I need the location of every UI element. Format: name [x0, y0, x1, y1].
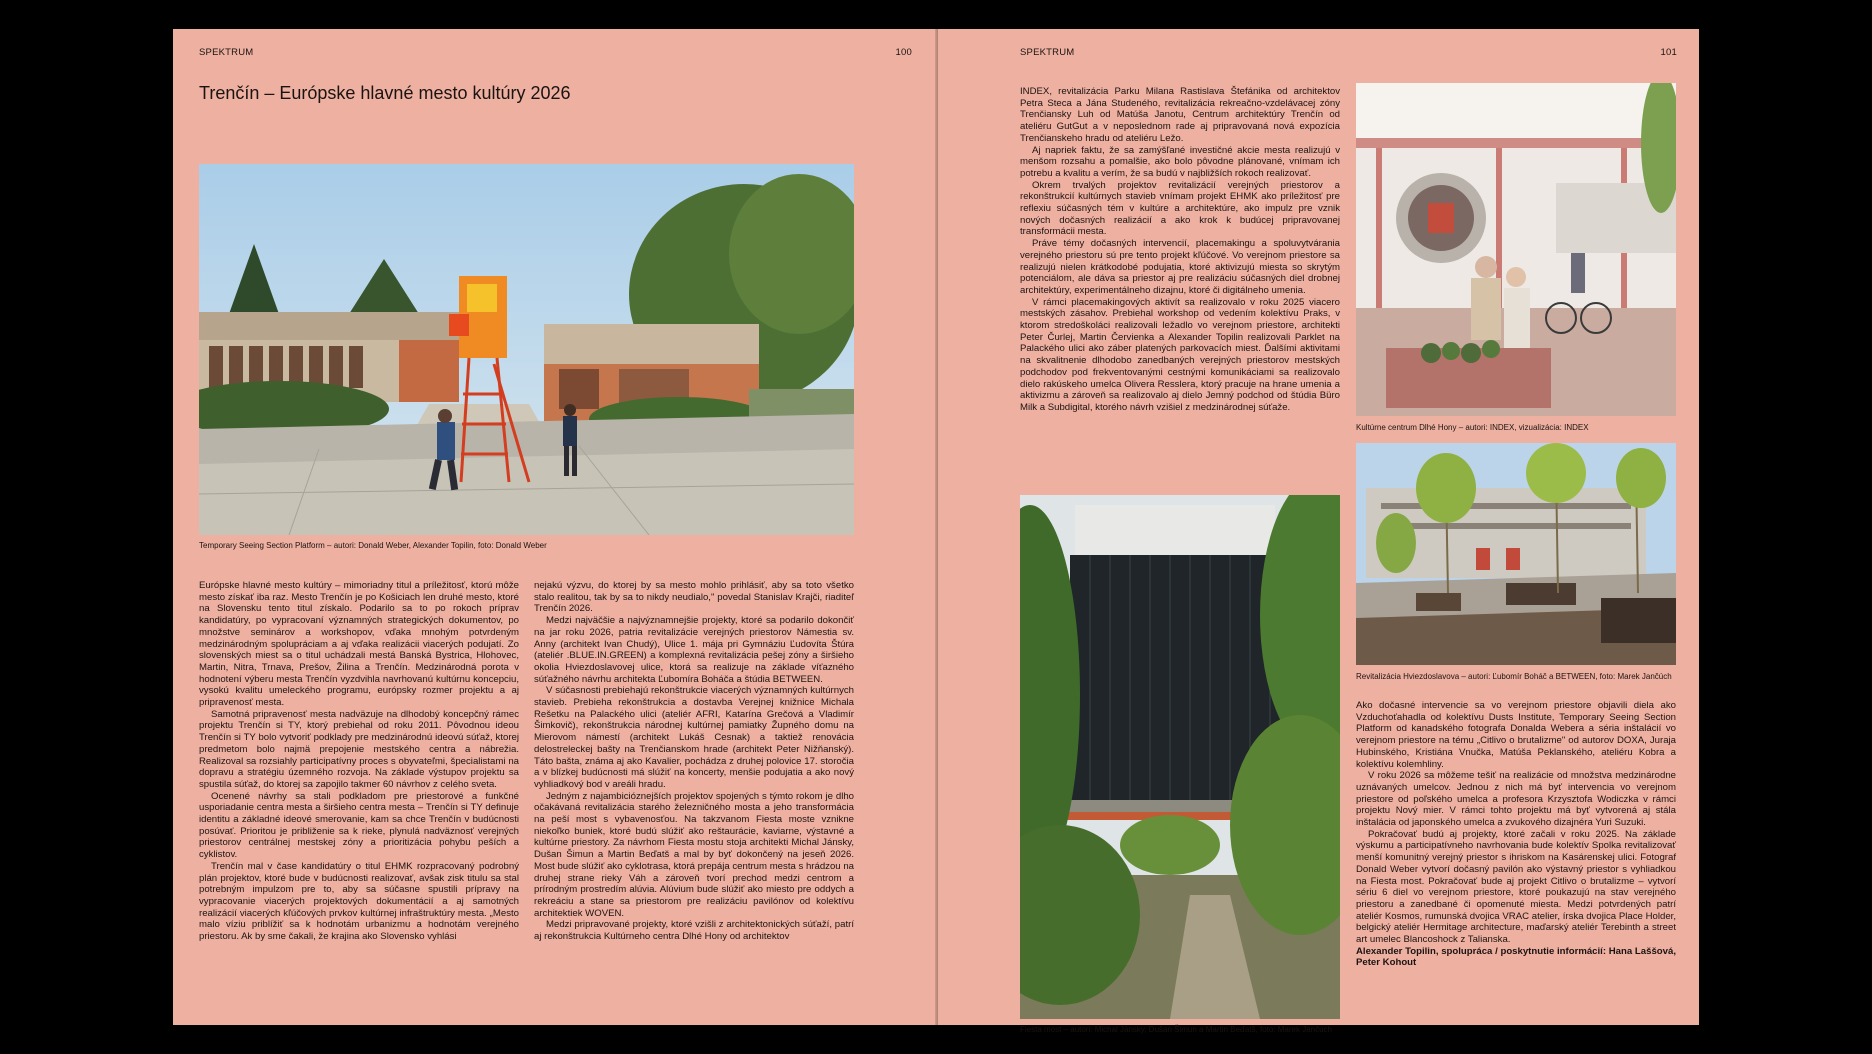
left-column-2 [534, 580, 854, 943]
paragraph: V roku 2026 sa môžeme tešiť na realizácie od množstva medzinárodne uznávaných umelcov. Jednou z nich má byť intervencia vo verejnom priestore od poľského umelca a profesora Krzysztofa Wodiczka v rámci projektu Nový mier. V rámci tohto projektu má byť vytvorená aj stála inštalácia od japonského umelca a zvukového dizajnéra Yuri Suzuki. [1356, 770, 1676, 829]
photo-temporary-seeing-platform [199, 164, 854, 535]
paragraph: Medzi pripravované projekty, ktoré vzišli z architektonických súťaží, patrí aj rekonštrukcia Kultúrneho centra Dlhé Hony od architektov [534, 919, 854, 943]
paragraph: Aj napriek faktu, že sa zamýšľané investičné akcie mesta realizujú v menšom rozsahu a pomalšie, ako bolo pôvodne plánované, vnímam ich potrebu a kvalitu a verím, že sa budú v najbližších rokoch realizovať. [1020, 144, 1340, 179]
paragraph: V rámci placemakingových aktivít sa realizovalo v roku 2025 viacero mestských zásahov. Prebiehal workshop od vedením kolektívu Praks, v ktorom stredoškoláci realizovali ležadlo vo verejnom priestore, architekti Peter Čurlej, Martin Červienka a Alexander Topilin realizovali Parklet na Palackého ulici ako záber platených parkovacích miest. Ďalšími aktivitami na skvalitnenie dlhodobo zanedbaných verejných priestorov mestských podchodov pod frekventovanými cestnými komunikáciami sa realizovalo dielo rakúskeho umelca Olivera Resslera, ktorý pracuje na hrane umenia a aktivizmu a zároveň sa realizovalo aj dielo Jemný podchod od štúdia Büro Milk a Subdigital, ktorého návrh vzišiel z medzinárodnej súťaže. [1020, 296, 1340, 413]
paragraph: Trenčín mal v čase kandidatúry o titul EHMK rozpracovaný podrobný plán projektov, ktoré bude v budúcnosti realizovať, avšak zisk titulu sa stal potrebným impulzom pre to, aby sa súčasne spustili prípravy na vypracovanie viacerých projektových dokumentácií a aj samotných realizácií viacerých kľúčových prvkov kultúrnej infraštruktúry mesta. „Mesto malo víziu priblížiť sa k hodnotám urbanizmu a hodnotám verejného priestoru. Ak by sme čakali, že krajina ako Slovensko vyhlási [199, 860, 519, 943]
paragraph: Okrem trvalých projektov revitalizácií verejných priestorov a rekonštrukcií kultúrnych stavieb vnímam projekt EHMK ako príležitosť pre reflexiu súčasných tém v kultúre a architektúre, ako impulz pre vznik nových dočasných realizácií a ako krok k budúcej pripravovanej transformácii mesta. [1020, 179, 1340, 238]
paragraph: Pokračovať budú aj projekty, ktoré začali v roku 2025. Na základe výskumu a participatívneho navrhovania bude kolektív Spolka revitalizovať menší komunitný verejný priestor s ihriskom na Kasárenskej ulici. Fotograf Donald Weber vytvorí dočasný pavilón ako výstavný priestor s vyhliadkou na Fiesta most. Pokračovať bude aj projekt Citlivo o brutalizme – vytvorí sériu 6 diel vo verejnom priestore, ktoré poukazujú na stav verejného priestoru a zanedbané či opomenuté miesta. Medzi potvrdených patrí ateliér Kosmos, rumunská dvojica VRAC atelier, írska dvojica Place Holder, belgický ateliér Hermitage architecture, maďarský ateliér Terebinth a street art umelec Blancoshock z Talianska. [1356, 828, 1676, 946]
paragraph: Európske hlavné mesto kultúry – mimoriadny titul a príležitosť, ktorú môže mesto získať iba raz. Mesto Trenčín je po Košiciach len druhé mesto, ktoré na Slovensku tento titul získalo. Podarilo sa to po rokoch príprav kandidatúry, po vypracovaní významných strategických dokumentov, po množstve seminárov a workshopov, vďaka mnohým potvrdeným medzinárodným spolupráciam a aj vďaka realizácii viacerých podujatí. Zo slovenských miest sa o titul uchádzali mestá Banská Bystrica, Hlohovec, Martin, Nitra, Trnava, Prešov, Žilina a Trenčín. Medzinárodná porota v hodnotení výberu mesta Trenčín vyzdvihla navrhovanú kultúrnu koncepciu, vysokú kvalitu umeleckého programu, európsky rozmer projektu a aj pripravenosť mesta. [199, 580, 519, 709]
right-column-2 [1356, 700, 1676, 969]
left-page [173, 29, 938, 1025]
section-header-left: SPEKTRUM [199, 47, 254, 58]
photo-caption-left: Temporary Seeing Section Platform – autori: Donald Weber, Alexander Topilin, foto: Donald Weber [199, 541, 547, 550]
page-number-right: 101 [1660, 47, 1677, 58]
paragraph: Ocenené návrhy sa stali podkladom pre priestorové a funkčné usporiadanie centra mesta a širšieho centra mesta – Trenčín si TY definuje identitu a základné ideové smerovanie, kam sa chce Trenčín v budúcnosti posúvať. Prioritou je približenie sa k rieke, plynulá nadväznosť verejných priestorov centrálnej mestskej zóny a prioritizácia pohybu peších a cyklistov. [199, 790, 519, 861]
paragraph: Samotná pripravenosť mesta nadväzuje na dlhodobý koncepčný rámec projektu Trenčín si TY, ktorý prebiehal od roku 2011. Pôvodnou ideou Trenčín si TY bolo vytvoriť podklady pre medzinárodnú ideovú súťaž, ktorej predmetom bolo najmä prepojenie mestského centra a nábrežia. Realizoval sa rozsiahly participatívny proces s obyvateľmi, špecialistami na dopravu a stratégiu územného rozvoja. Na základe výstupov projektu sa spustila súťaž, do ktorej sa zapojilo takmer 60 návrhov z celého sveta. [199, 708, 519, 790]
photo-hviezdoslavova [1356, 443, 1676, 665]
paragraph: Medzi najväčšie a najvýznamnejšie projekty, ktoré sa podarilo dokončiť na jar roku 2026, patria revitalizácie verejných priestorov Námestia sv. Anny (architekt Ivan Chudý), Ulice 1. mája pri Gymnáziu Ľudovíta Štúra (ateliér .BLUE.IN.GREEN) a komplexná revitalizácia pešej zóny a širšieho okolia Hviezdoslavovej ulice, ktorá sa realizuje na základe víťazného súťažného návrhu architekta Ľubomíra Boháča a štúdia BETWEEN. [534, 615, 854, 685]
right-column-1 [1020, 86, 1340, 414]
caption-hviezdoslavova: Revitalizácia Hviezdoslavova – autori: Ľubomír Boháč a BETWEEN, foto: Marek Jančúch [1356, 672, 1672, 681]
paragraph: nejakú výzvu, do ktorej by sa mesto mohlo prihlásiť, aby sa toto všetko stalo realitou, tak by sa to nikdy neudialo," povedal Stanislav Krajči, riaditeľ Trenčín 2026. [534, 580, 854, 615]
author-credit: Alexander Topilin, spolupráca / poskytnutie informácií: Hana Laššová, Peter Kohout [1356, 945, 1676, 969]
caption-fiesta-most: Fiesta most – autori: Michal Jánsky, Dušan Šimun a Martin Beďatš, foto: Marek Jančúch [1020, 1025, 1333, 1034]
left-column-1 [199, 580, 519, 943]
paragraph: V súčasnosti prebiehajú rekonštrukcie viacerých významných kultúrnych stavieb. Prebieha rekonštrukcia a dostavba Verejnej knižnice Michala Rešetku na Palackého ulici (ateliér AFRI, Katarína Grečová a Vladimír Šimkovič), rekonštrukcia národnej kultúrnej pamiatky Župného domu na Mierovom námestí (architekt Lukáš Cesnak) a taktiež renovácia delostreleckej bašty na Trenčianskom hrade (architekt Peter Nižňanský). Táto bašta, známa aj ako Kavalier, pochádza z druhej polovice 17. storočia a v blízkej budúcnosti má slúžiť na koncerty, menšie podujatia a ako nový vyhliadkový bod v areáli hradu. [534, 685, 854, 790]
page-number-left: 100 [895, 47, 912, 58]
photo-fiesta-most [1020, 495, 1340, 1019]
paragraph: Práve témy dočasných intervencií, placemakingu a spoluvytvárania verejného priestoru sú pre tento projekt kľúčové. Vo verejnom priestore sa realizujú nielen krátkodobé podujatia, ktoré aktivizujú miesta so skrytým potenciálom, ale dáva sa priestor aj pre realizáciu súčasných diel drobnej architektúry, experimentálneho dizajnu, ktoré či digitálneho umenia. [1020, 238, 1340, 296]
photo-dlhe-hony [1356, 83, 1676, 416]
caption-dlhe-hony: Kultúrne centrum Dlhé Hony – autori: INDEX, vizualizácia: INDEX [1356, 423, 1589, 432]
section-header-right: SPEKTRUM [1020, 47, 1075, 58]
article-title: Trenčín – Európske hlavné mesto kultúry 2026 [199, 83, 571, 103]
paragraph: Jedným z najambicióznejších projektov spojených s týmto rokom je dlho očakávaná revitalizácia starého železničného mosta a jeho transformácia na peší most s vybavenosťou. Na takzvanom Fiesta moste vznikne niekoľko buniek, ktoré budú slúžiť ako reštaurácie, kaviarne, výstavné a kultúrne priestory. Za návrhom Fiesta mostu stoja architekti Michal Jánsky, Dušan Šimun a Martin Beďatš a mal by byť dokončený na jeseň 2026. Most bude slúžiť ako cyklotrasa, ktorá prepája centrum mesta s hrádzou na druhej strane rieky Váh a zároveň tvorí prechod medzi centrom a prírodným prostredím alúvia. Alúvium bude slúžiť ako miesto pre oddych a rekreáciu a stane sa priestorom pre realizáciu pavilónov od kolektívu architektiek WOVEN. [534, 790, 854, 919]
right-page [938, 29, 1699, 1034]
paragraph: Ako dočasné intervencie sa vo verejnom priestore objavili diela ako Vzduchoťahadla od kolektívu Dusts Institute, Temporary Seeing Section Platform od kanadského fotografa Donalda Webera a séria inštalácií vo verejnom priestore na tému „Citlivo o brutalizme" od autorov DOXA, Juraja Hubinského, Kristiána Vnučka, Matúša Peklanského, ateliéru Kobra a kolektívu kolemhliny. [1356, 700, 1676, 770]
paragraph: INDEX, revitalizácia Parku Milana Rastislava Štefánika od architektov Petra Steca a Jána Studeného, revitalizácia rekreačno-vzdelávacej zóny Trenčiansky Luh od Matúša Janotu, Centrum architektúry Trenčín od ateliéru GutGut a v neposlednom rade aj pripravovaná nová expozícia Trenčianskeho hradu od ateliéru Ležo. [1020, 86, 1340, 144]
